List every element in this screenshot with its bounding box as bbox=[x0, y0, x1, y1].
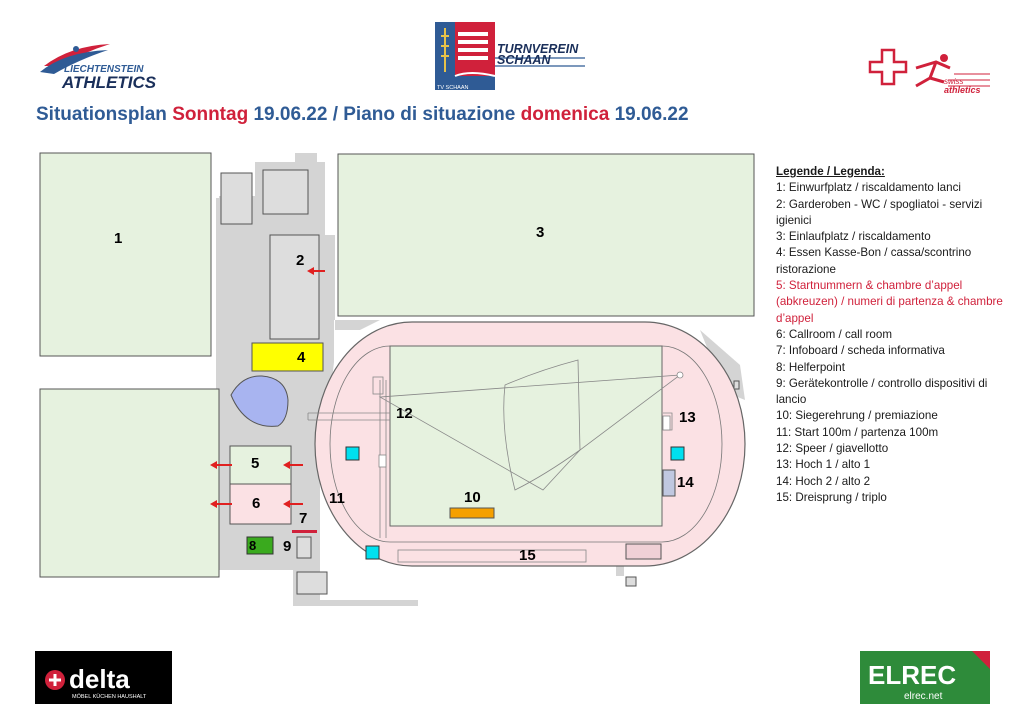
building-small-right bbox=[263, 170, 308, 214]
legend-item-6: 6: Callroom / call room bbox=[776, 327, 892, 341]
turnverein-logo-small: TV SCHAAN bbox=[437, 85, 469, 91]
legend bbox=[776, 164, 1006, 506]
field-lower-left bbox=[40, 389, 219, 577]
delta-logo-tagline: MÖBEL KÜCHEN HAUSHALT bbox=[72, 694, 147, 700]
legend-item-11: 11: Start 100m / partenza 100m bbox=[776, 425, 939, 439]
small-box-right bbox=[734, 381, 739, 389]
map-label-5: 5 bbox=[251, 455, 260, 472]
elrec-logo-url: elrec.net bbox=[904, 691, 943, 702]
legend-item-4: 4: Essen Kasse-Bon / cassa/scontrino ristorazione bbox=[776, 246, 972, 276]
map-label-4: 4 bbox=[297, 349, 306, 366]
map-label-8: 8 bbox=[249, 538, 257, 553]
swiss-logo-line1: swiss bbox=[944, 77, 964, 86]
title-part5: 19.06.22 bbox=[609, 104, 689, 125]
building-small-left bbox=[221, 173, 252, 224]
field-3 bbox=[338, 154, 754, 316]
area-6-callroom bbox=[230, 484, 291, 524]
turnverein-schaan-logo bbox=[435, 22, 585, 91]
infield bbox=[390, 346, 662, 526]
delta-logo-name: delta bbox=[69, 664, 130, 694]
title-part4: domenica bbox=[520, 104, 610, 125]
geraetekontrolle-9 bbox=[297, 537, 311, 558]
legend-item-2: 2: Garderoben - WC / spogliatoi - servizi igienici bbox=[776, 197, 983, 227]
small-box-bottom-right bbox=[626, 577, 636, 586]
elrec-logo-name: ELREC bbox=[868, 660, 957, 690]
map-label-14: 14 bbox=[677, 474, 694, 491]
sandpit bbox=[626, 544, 661, 559]
field-1 bbox=[40, 153, 211, 356]
legend-item-13: 13: Hoch 1 / alto 1 bbox=[776, 458, 871, 472]
food-stand-4 bbox=[252, 343, 323, 371]
map-label-13: 13 bbox=[679, 409, 696, 426]
title-part3: 19.06.22 / Piano di situazione bbox=[248, 104, 521, 125]
title-part1: Situationsplan bbox=[36, 104, 173, 125]
swiss-logo-line2: athletics bbox=[944, 85, 981, 95]
legend-item-15: 15: Dreisprung / triplo bbox=[776, 490, 887, 504]
map-label-3: 3 bbox=[536, 224, 545, 241]
delta-logo bbox=[35, 651, 172, 704]
liechtenstein-athletics-logo bbox=[40, 44, 157, 92]
legend-item-10: 10: Siegerehrung / premiazione bbox=[776, 409, 938, 423]
legend-item-3: 3: Einlaufplatz / riscaldamento bbox=[776, 230, 931, 244]
infoboard-7 bbox=[292, 530, 317, 533]
legend-item-1: 1: Einwurfplatz / riscaldamento lanci bbox=[776, 181, 961, 195]
area-5-startnummern bbox=[230, 446, 291, 484]
legend-item-14: 14: Hoch 2 / alto 2 bbox=[776, 474, 871, 488]
turnverein-logo-line2: SCHAAN bbox=[497, 53, 551, 67]
legend-item-9: 9: Gerätekontrolle / controllo dispositivi di lancio bbox=[776, 376, 988, 407]
swiss-athletics-logo bbox=[870, 50, 990, 95]
legend-item-7: 7: Infoboard / scheda informativa bbox=[776, 344, 945, 358]
map-label-9: 9 bbox=[283, 538, 292, 555]
turnverein-logo-line1: TURNVEREIN bbox=[497, 42, 579, 56]
building-2-garderoben bbox=[270, 235, 319, 339]
marker-cyan-left bbox=[346, 447, 359, 460]
legend-item-8: 8: Helferpoint bbox=[776, 360, 845, 374]
building-bottom bbox=[297, 572, 327, 594]
map-label-15: 15 bbox=[519, 547, 536, 564]
marker-cyan-bottom bbox=[366, 546, 379, 559]
map-label-11: 11 bbox=[329, 490, 345, 507]
map-label-1: 1 bbox=[114, 230, 123, 247]
map-label-2: 2 bbox=[296, 252, 305, 269]
map-label-7: 7 bbox=[299, 510, 308, 527]
podium-10 bbox=[450, 508, 494, 518]
stadium bbox=[308, 322, 745, 566]
legend-item-5: 5: Startnummern & chambre d’appel (abkreuzen) / numeri di partenza & chambre d’appel bbox=[776, 279, 1003, 325]
marker-cyan-right bbox=[671, 447, 684, 460]
liechtenstein-logo-line2: ATHLETICS bbox=[62, 73, 157, 92]
high-jump-mat-14 bbox=[663, 470, 675, 496]
map-label-12: 12 bbox=[396, 405, 413, 422]
map-label-6: 6 bbox=[252, 495, 261, 512]
legend-item-12: 12: Speer / giavellotto bbox=[776, 442, 889, 456]
legend-heading: Legende / Legenda: bbox=[776, 165, 885, 178]
liechtenstein-logo-line1: LIECHTENSTEIN bbox=[64, 64, 144, 75]
elrec-logo bbox=[860, 651, 990, 704]
map-label-10: 10 bbox=[464, 489, 481, 506]
title-part2: Sonntag bbox=[172, 104, 249, 125]
